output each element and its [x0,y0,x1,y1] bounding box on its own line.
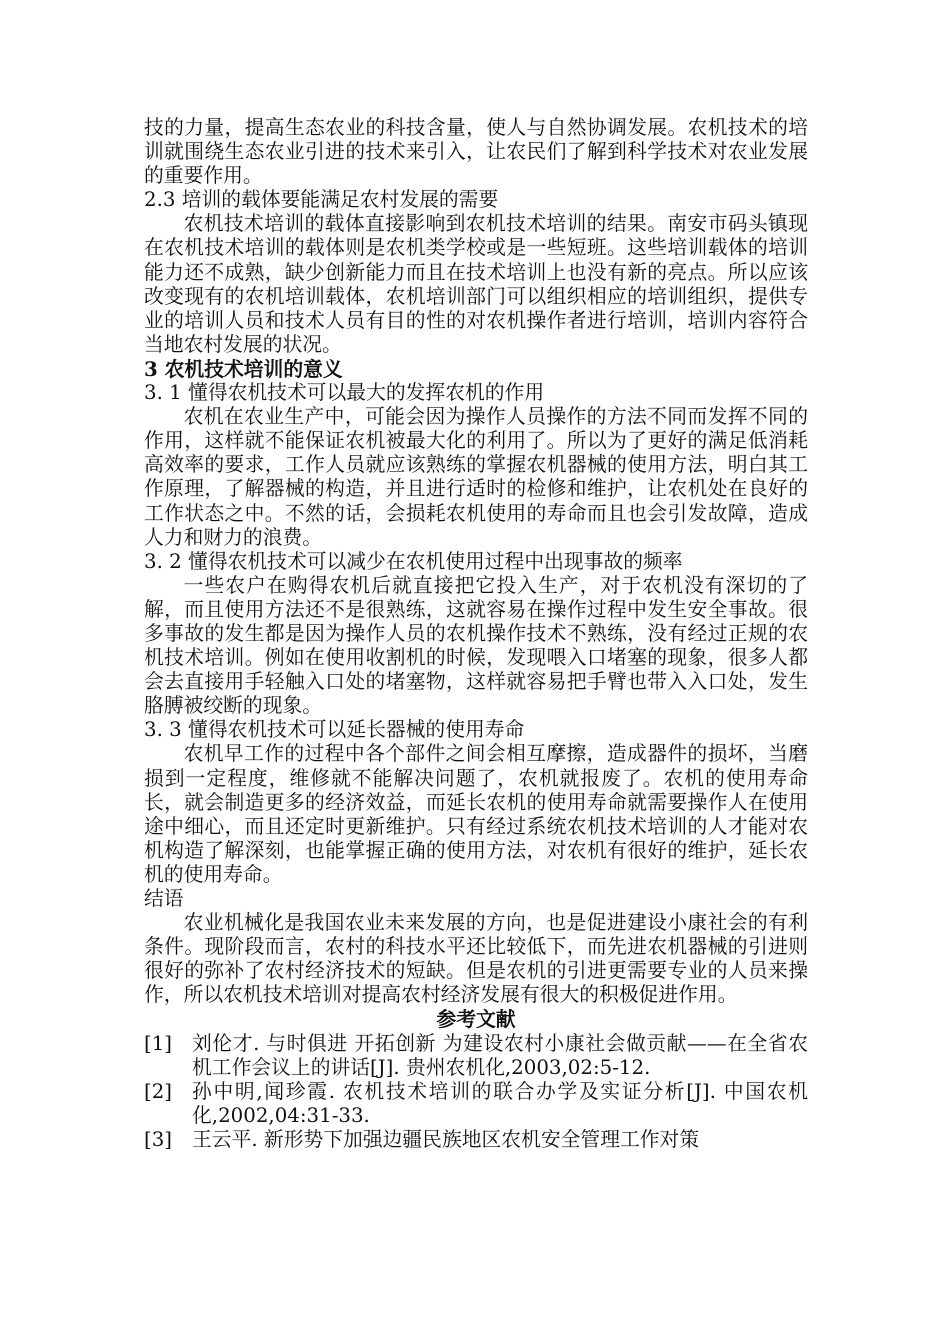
reference-text: 孙中明,闻珍霞. 农机技术培训的联合办学及实证分析[J]. 中国农机化,2002,04:31-33. [192,1079,808,1127]
heading-3: 3 农机技术培训的意义 [144,356,343,381]
references-title: 参考文献 [436,1007,516,1032]
reference-number: [2] [144,1079,173,1103]
heading-3-3: 3. 3 懂得农机技术可以延长器械的使用寿命 [144,718,525,742]
paragraph-2-3: 农机技术培训的载体直接影响到农机技术培训的结果。南安市码头镇现在农机技术培训的载体则是农机类学校或是一些短班。这些培训载体的培训能力还不成熟，缺少创新能力而且在技术培训上也没有新的亮点。所以应该改变现有的农机培训载体，农机培训部门可以组织相应的培训组织，提供专业的培训人员和技术人员有目的性的对农机操作者进行培训，培训内容符合当地农村发展的状况。 [144,212,808,356]
document-page [144,116,808,1152]
reference-item [144,1032,808,1080]
heading-conclusion: 结语 [144,887,184,910]
paragraph-intro: 技的力量，提高生态农业的科技含量，使人与自然协调发展。农机技术的培训就围绕生态农业引进的技术来引入，让农民们了解到科学技术对农业发展的重要作用。 [144,116,808,188]
heading-2-3: 2.3 培训的载体要能满足农村发展的需要 [144,188,499,212]
heading-3-2: 3. 2 懂得农机技术可以减少在农机使用过程中出现事故的频率 [144,549,683,573]
reference-item [144,1080,808,1128]
reference-text: 王云平. 新形势下加强边疆民族地区农机安全管理工作对策 [192,1127,700,1151]
paragraph-3-1: 农机在农业生产中，可能会因为操作人员操作的方法不同而发挥不同的作用，这样就不能保证农机被最大化的利用了。所以为了更好的满足低消耗高效率的要求，工作人员就应该熟练的掌握农机器械的使用方法，明白其工作原理，了解器械的构造，并且进行适时的检修和维护，让农机处在良好的工作状态之中。不然的话，会损耗农机使用的寿命而且也会引发故障，造成人力和财力的浪费。 [144,405,808,549]
paragraph-3-3: 农机早工作的过程中各个部件之间会相互摩擦，造成器件的损坏，当磨损到一定程度，维修就不能解决问题了，农机就报废了。农机的使用寿命长，就会制造更多的经济效益，而延长农机的使用寿命就需要操作人在使用途中细心，而且还定时更新维护。只有经过系统农机技术培训的人才能对农机构造了解深刻，也能掌握正确的使用方法，对农机有很好的维护，延长农机的使用寿命。 [144,742,808,886]
reference-number: [3] [144,1127,173,1151]
paragraph-3-2: 一些农户在购得农机后就直接把它投入生产，对于农机没有深切的了解，而且使用方法还不是很熟练，这就容易在操作过程中发生安全事故。很多事故的发生都是因为操作人员的农机操作技术不熟练，没有经过正规的农机技术培训。例如在使用收割机的时候，发现喂入口堵塞的现象，很多人都会去直接用手轻触入口处的堵塞物，这样就容易把手臂也带入入口处，发生胳膊被绞断的现象。 [144,573,808,718]
reference-text: 刘伦才. 与时俱进 开拓创新 为建设农村小康社会做贡献——在全省农机工作会议上的讲话[J]. 贵州农机化,2003,02:5-12. [192,1031,808,1079]
paragraph-conclusion: 农业机械化是我国农业未来发展的方向，也是促进建设小康社会的有利条件。现阶段而言，农村的科技水平还比较低下，而先进农机器械的引进则很好的弥补了农村经济技术的短缺。但是农机的引进更需要专业的人员来操作，所以农机技术培训对提高农村经济发展有很大的积极促进作用。 [144,911,808,1007]
reference-number: [1] [144,1031,173,1055]
reference-item [144,1128,808,1152]
heading-3-1: 3. 1 懂得农机技术可以最大的发挥农机的作用 [144,381,545,405]
